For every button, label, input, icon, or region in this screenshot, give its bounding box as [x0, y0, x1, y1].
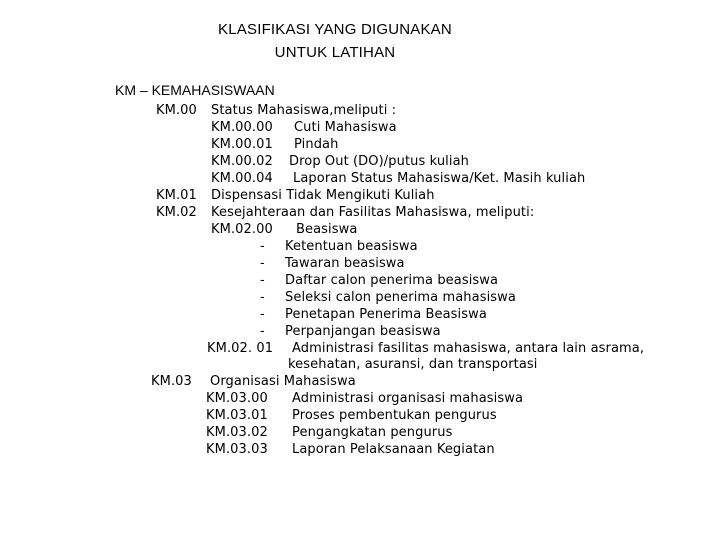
code-km0000: KM.00.00	[211, 120, 273, 135]
bullet-item: Tawaran beasiswa	[285, 256, 405, 271]
bullet-item: Daftar calon penerima beasiswa	[285, 273, 499, 288]
bullet-dash: -	[260, 256, 265, 271]
text-km0000: Cuti Mahasiswa	[294, 120, 397, 135]
code-km0001: KM.00.01	[211, 137, 273, 152]
title-line-1: KLASIFIKASI YANG DIGUNAKAN	[218, 21, 452, 38]
text-km0300: Administrasi organisasi mahasiswa	[292, 391, 524, 406]
code-km0004: KM.00.04	[211, 171, 273, 186]
text-km01: Dispensasi Tidak Mengikuti Kuliah	[211, 188, 435, 203]
code-km02: KM.02	[156, 205, 197, 220]
text-km0004: Laporan Status Mahasiswa/Ket. Masih kuliah	[293, 171, 586, 186]
code-km0301: KM.03.01	[206, 408, 268, 423]
text-km03: Organisasi Mahasiswa	[210, 374, 356, 389]
bullet-dash: -	[260, 324, 265, 339]
text-km0201-line1: Administrasi fasilitas mahasiswa, antara lain asrama,	[292, 341, 645, 356]
code-km01: KM.01	[156, 188, 197, 203]
text-km0201-line2: kesehatan, asuransi, dan transportasi	[288, 357, 538, 372]
bullet-item: Penetapan Penerima Beasiswa	[285, 307, 487, 322]
document-title	[150, 18, 520, 64]
text-km0301: Proses pembentukan pengurus	[292, 408, 497, 423]
bullet-dash: -	[260, 273, 265, 288]
bullet-item: Seleksi calon penerima mahasiswa	[285, 290, 516, 305]
text-km02: Kesejahteraan dan Fasilitas Mahasiswa, meliputi:	[211, 205, 535, 220]
bullet-dash: -	[260, 239, 265, 254]
text-km0200: Beasiswa	[296, 222, 358, 237]
bullet-item: Perpanjangan beasiswa	[285, 324, 441, 339]
code-km0300: KM.03.00	[206, 391, 268, 406]
text-km0302: Pengangkatan pengurus	[292, 425, 453, 440]
code-km0302: KM.03.02	[206, 425, 268, 440]
text-km0303: Laporan Pelaksanaan Kegiatan	[292, 442, 495, 457]
code-km0002: KM.00.02	[211, 154, 273, 169]
text-km00: Status Mahasiswa,meliputi :	[211, 103, 397, 118]
bullet-item: Ketentuan beasiswa	[285, 239, 418, 254]
code-km03: KM.03	[151, 374, 192, 389]
bullet-dash: -	[260, 307, 265, 322]
code-km00: KM.00	[156, 103, 197, 118]
title-line-2: UNTUK LATIHAN	[274, 44, 396, 61]
bullet-dash: -	[260, 290, 265, 305]
code-km0200: KM.02.00	[211, 222, 273, 237]
text-km0001: Pindah	[294, 137, 339, 152]
code-km0303: KM.03.03	[206, 442, 268, 457]
section-heading: KM – KEMAHASISWAAN	[115, 82, 275, 98]
text-km0002: Drop Out (DO)/putus kuliah	[289, 154, 470, 169]
code-km0201: KM.02. 01	[207, 341, 274, 356]
